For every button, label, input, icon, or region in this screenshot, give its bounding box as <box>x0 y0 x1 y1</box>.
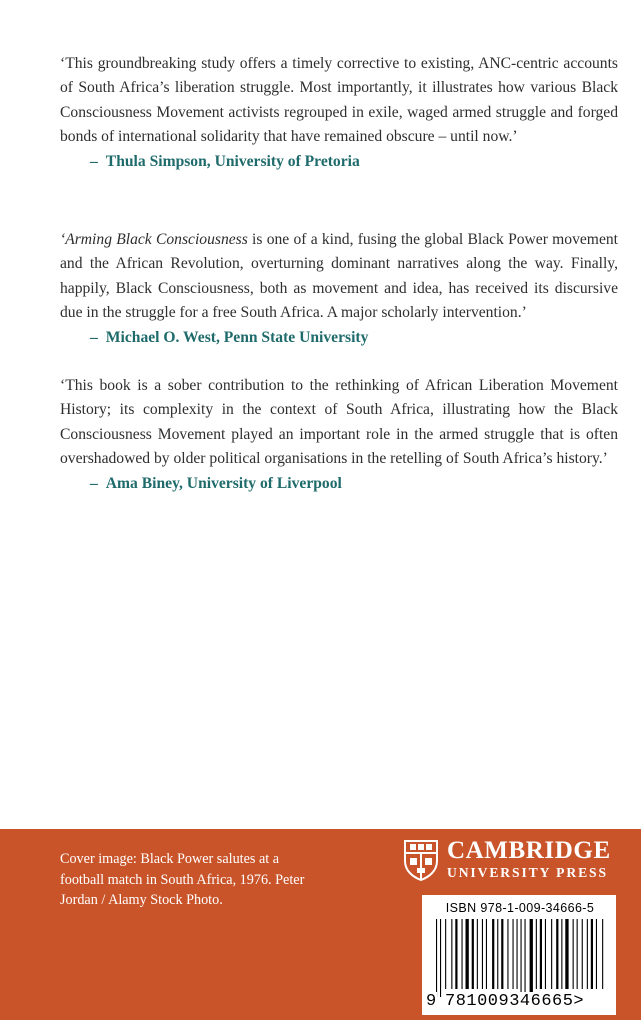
barcode-bar <box>462 919 463 989</box>
barcode-bar <box>577 919 578 989</box>
barcode-bar <box>536 919 537 989</box>
endorsement-attribution: – Michael O. West, Penn State University <box>90 328 369 346</box>
barcode-bar <box>587 919 588 989</box>
barcode-bar <box>573 919 574 989</box>
barcode-bars <box>436 919 606 999</box>
isbn-label: ISBN 978-1-009-34666-5 <box>445 901 595 915</box>
barcode-bar <box>602 919 603 989</box>
cover-image-credit: Cover image: Black Power salutes at a football match in South Africa, 1976. Peter Jordan / Alamy Stock Photo. <box>60 851 305 909</box>
endorsement-text: ‘This groundbreaking study offers a timely corrective to existing, ANC-centric accounts of South Africa’s liberation struggle. Most importantly, it illustrates how various Black Consciousness Movement activists regrouped in exile, waged armed struggle and forged bonds of international solidarity that have remained obscure – until now.’ <box>60 55 618 146</box>
publisher-logo <box>403 837 618 889</box>
barcode-bar <box>513 919 514 989</box>
endorsement-attribution: – Ama Biney, University of Liverpool <box>90 474 342 492</box>
isbn-barcode: ISBN 978-1-009-34666-5 9 781009346665> <box>422 895 616 1015</box>
barcode-bar <box>525 919 526 997</box>
barcode-bar <box>477 919 478 989</box>
endorsement-text: ‘This book is a sober contribution to the rethinking of African Liberation Movement History; its complexity in the context of South Africa, illustrating how the Black Consciousness Movement played an important role in the armed struggle that is often overshadowed by older political organisations in the retelling of South Africa’s history.’ <box>60 377 618 468</box>
barcode-bar <box>591 919 593 989</box>
barcode-bar <box>445 919 446 989</box>
barcode-bar <box>517 919 518 989</box>
barcode-bar <box>561 919 562 989</box>
barcode-bar <box>440 919 441 997</box>
footer-band <box>0 829 641 1020</box>
barcode-bar <box>455 919 457 989</box>
endorsement-3 <box>60 374 618 496</box>
barcode-bar <box>451 919 452 989</box>
barcode-bar <box>472 919 474 989</box>
publisher-name: CAMBRIDGE UNIVERSITY PRESS <box>447 837 611 880</box>
barcode-bar <box>486 919 487 989</box>
book-title: Arming Black Consciousness <box>65 231 248 248</box>
barcode-bar <box>530 919 533 997</box>
cambridge-shield-icon <box>403 839 439 881</box>
barcode-bar <box>507 919 508 989</box>
barcode-bar <box>501 919 503 989</box>
barcode-bar <box>482 919 483 989</box>
endorsement-attribution: – Thula Simpson, University of Pretoria <box>90 152 360 170</box>
barcode-bar <box>497 919 498 989</box>
barcode-bar <box>466 919 469 989</box>
barcode-bar <box>596 919 597 989</box>
endorsement-2 <box>60 228 618 350</box>
barcode-bar <box>582 919 583 989</box>
endorsement-text: ‘Arming Black Consciousness is one of a kind, fusing the global Black Power movement and the African Revolution, overturning dominant narratives along the way. Finally, happily, Black Consciousness, both as movement and idea, has received its discursive due in the struggle for a free South Africa. A major scholarly intervention.’ <box>60 231 618 322</box>
barcode-bar <box>565 919 568 989</box>
barcode-bar <box>545 919 546 989</box>
barcode-bar <box>540 919 542 989</box>
barcode-bar <box>521 919 522 997</box>
barcode-bar <box>556 919 558 989</box>
barcode-bar <box>436 919 437 997</box>
barcode-bar <box>551 919 552 989</box>
endorsement-1 <box>60 52 618 174</box>
barcode-bar <box>492 919 494 989</box>
